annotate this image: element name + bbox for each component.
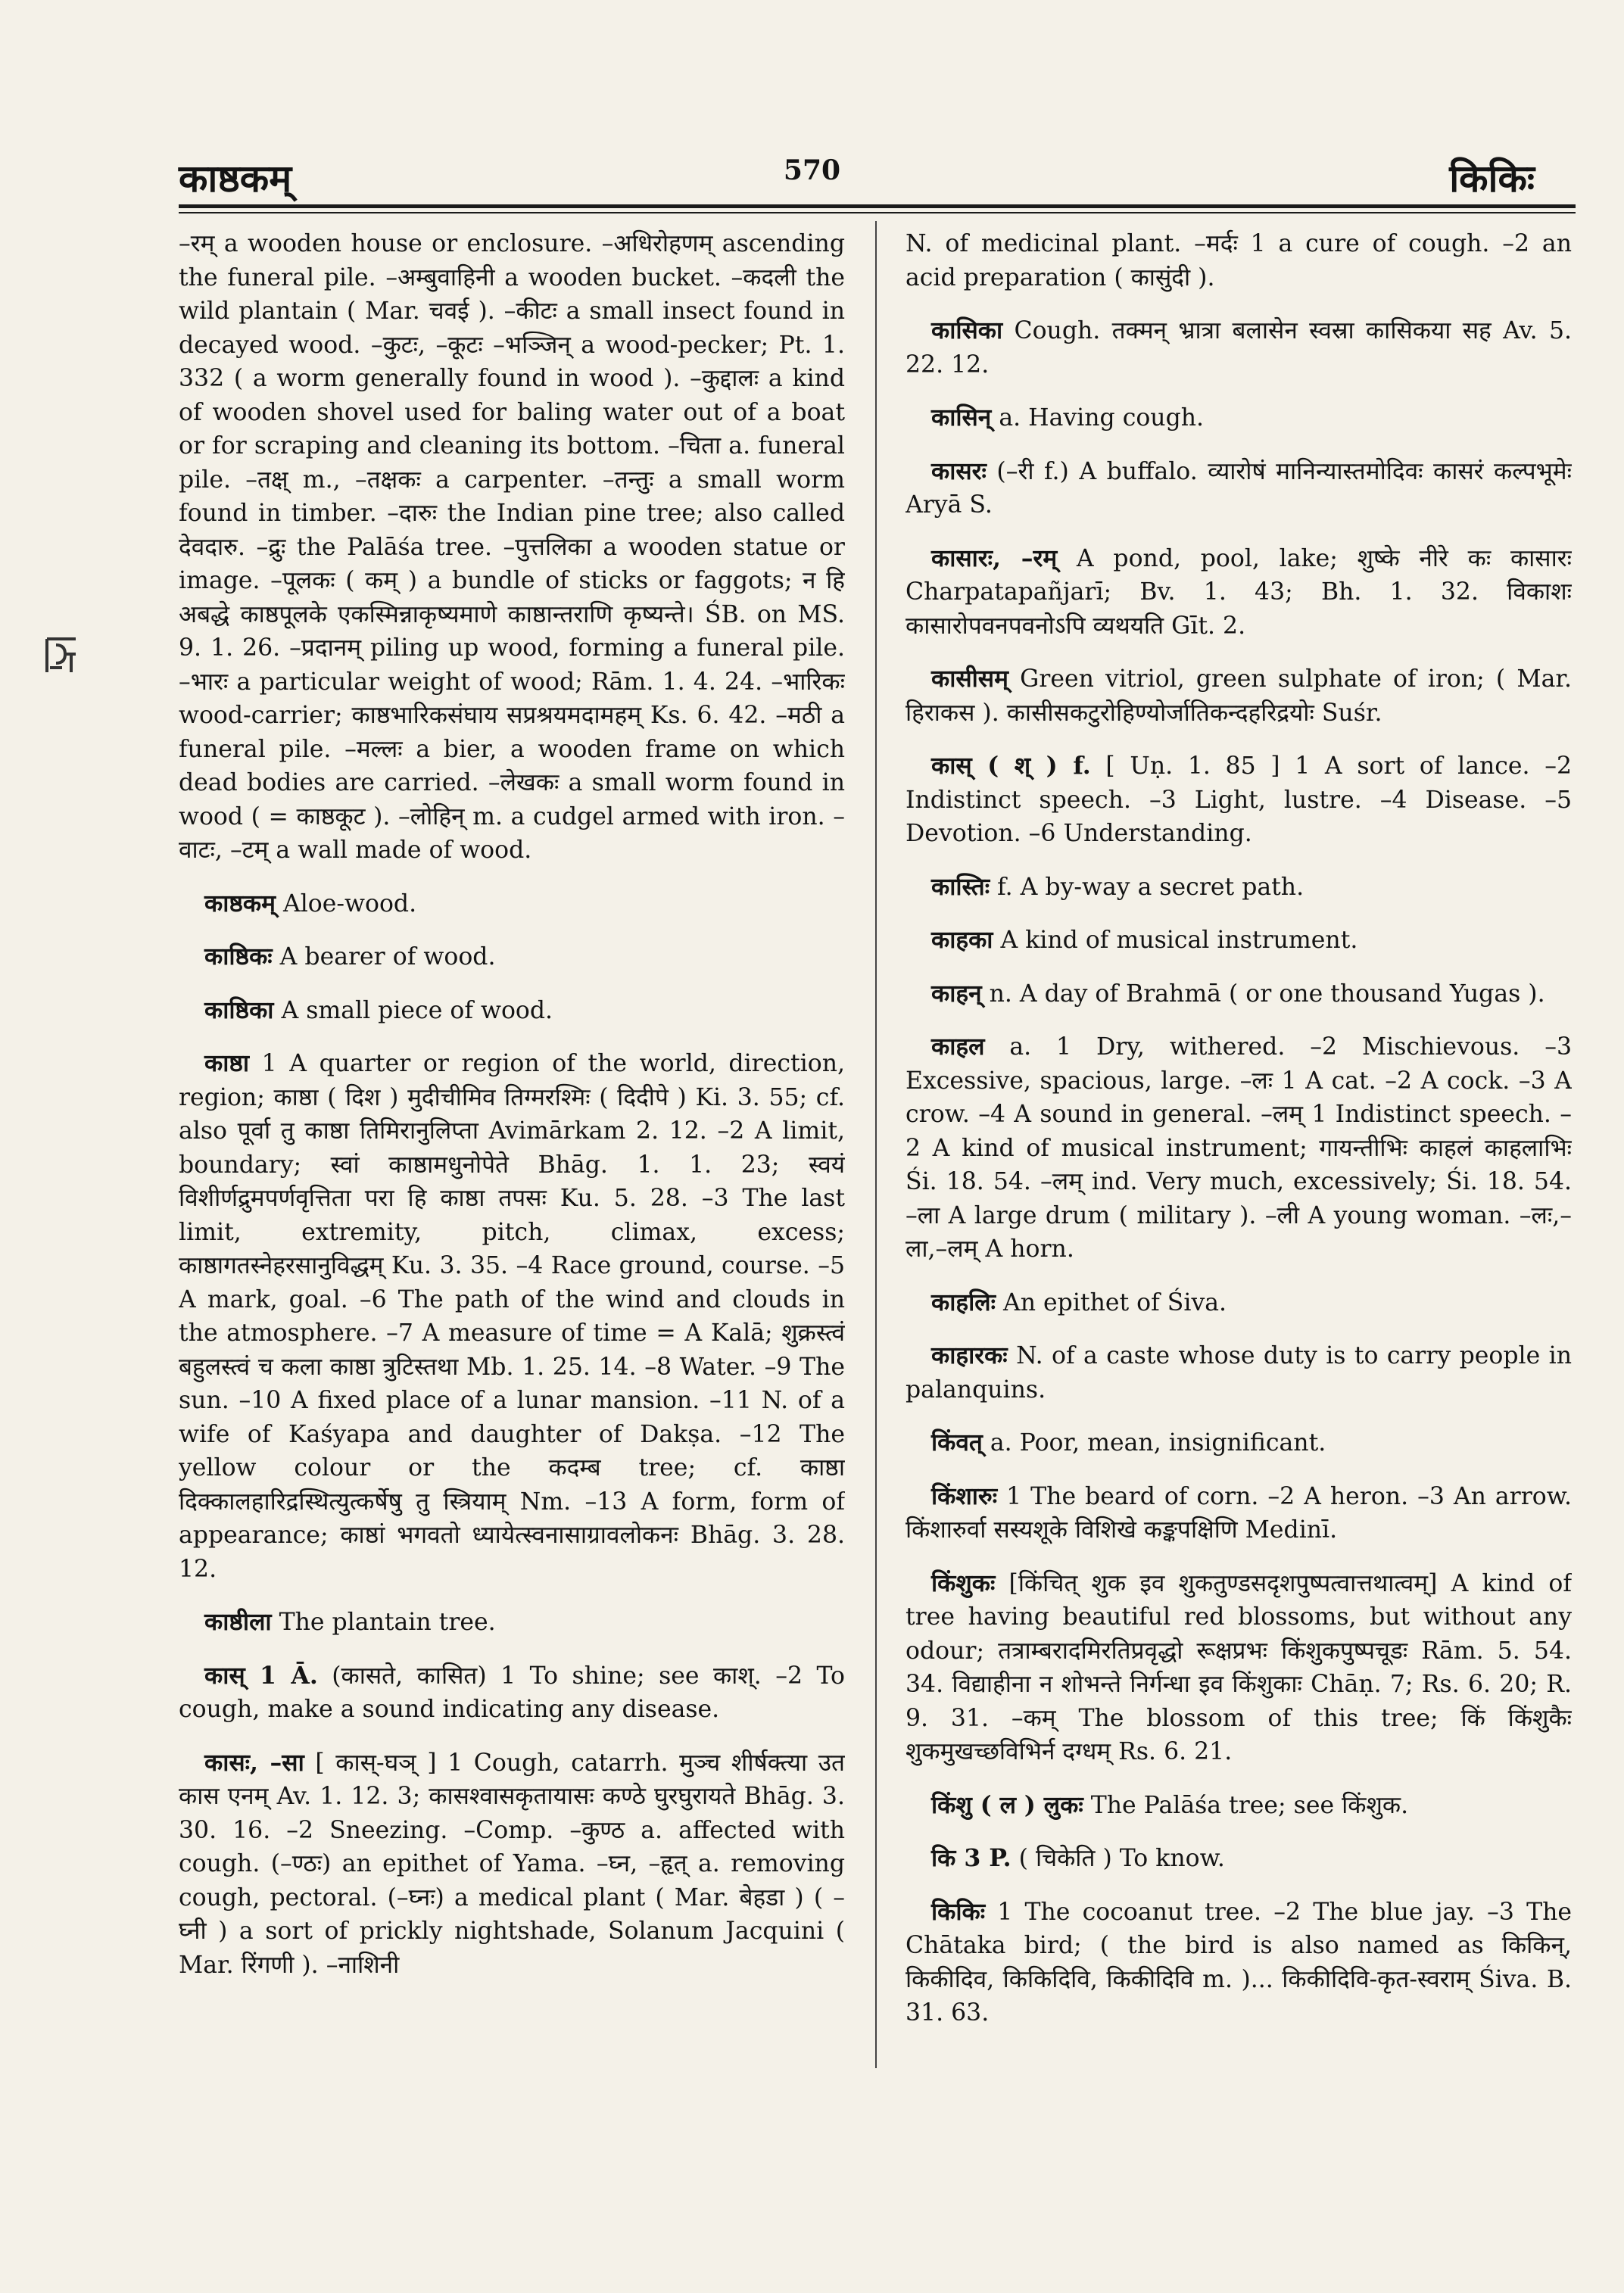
- page-number: 570: [783, 154, 841, 186]
- dictionary-entry: [179, 1659, 845, 1727]
- entry-definition: A pond, pool, lake; शुष्के नीरे कः कासारः Charpatapañjarī; Bv. 1. 43; Bh. 1. 32. विकाशः कासारोपवनपवनोऽपि व्यथयति Gīt. 2.: [906, 544, 1572, 640]
- entry-headword: कासरः: [931, 456, 987, 485]
- entry-definition: The Palāśa tree; see किंशुक.: [1090, 1791, 1409, 1819]
- entry-definition: f. A by-way a secret path.: [997, 873, 1304, 901]
- column-divider: [875, 221, 877, 2068]
- dictionary-entry: [906, 227, 1572, 294]
- entry-headword: किंशारुः: [931, 1481, 998, 1510]
- entry-headword: कासिका: [931, 316, 1003, 344]
- dictionary-entry: [179, 1746, 845, 1983]
- entry-headword: काहका: [931, 926, 993, 954]
- entry-headword: काहलिः: [931, 1288, 996, 1316]
- running-head-right: किकिः: [1449, 156, 1535, 201]
- entry-headword: काष्ठिकः: [204, 942, 273, 970]
- dictionary-entry: [906, 1426, 1572, 1460]
- dictionary-entry: [906, 924, 1572, 958]
- dictionary-entry: [179, 227, 845, 868]
- dictionary-entry: [906, 749, 1572, 851]
- dictionary-entry: [906, 871, 1572, 905]
- entry-headword: कासारः, –रम्: [931, 544, 1058, 572]
- entry-definition: A bearer of wood.: [279, 943, 496, 970]
- entry-definition: N. of a caste whose duty is to carry people in palanquins.: [906, 1342, 1572, 1404]
- entry-headword: कासः, –सा: [204, 1748, 304, 1777]
- entry-headword: कि 3 P.: [931, 1844, 1011, 1872]
- entry-headword: किंशुकः: [931, 1569, 996, 1597]
- entry-definition: Green vitriol, green sulphate of iron; ( Mar. हिराकस ). कासीसकटुरोहिण्योर्जातिकन्दहरिद्रयोः Suśr.: [906, 665, 1572, 727]
- entry-headword: काहन्: [931, 979, 982, 1008]
- dictionary-entry: [906, 1286, 1572, 1320]
- dictionary-entry: [179, 940, 845, 974]
- entry-headword: काष्ठा: [204, 1049, 250, 1077]
- header-rule-thin: [179, 212, 1576, 213]
- entry-definition: n. A day of Brahmā ( or one thousand Yugas ).: [989, 980, 1545, 1008]
- dictionary-entry: [906, 1896, 1572, 2030]
- dictionary-entry: [906, 1567, 1572, 1769]
- entry-definition: –रम् a wooden house or enclosure. –अधिरोहणम् ascending the funeral pile. –अम्बुवाहिनी a wooden bucket. –कदली the wild plantain ( Mar. चवई ). –कीटः a small insect found in decayed wood. –कुटः, –कूटः –भञ्जिन् a wood-pecker; Pt. 1. 332 ( a worm generally found in wood ). –कुद्दालः a kind of wooden shovel used for baling water out of a boat or for scraping and cleaning its bottom. –चिता a. funeral pile. –तक्ष् m., –तक्षकः a carpenter. –तन्तुः a small worm found in timber. –दारुः the Indian pine tree; also called देवदारु. –द्रुः the Palāśa tree. –पुत्तलिका a wooden statue or image. –पूलकः ( कम् ) a bundle of sticks or faggots; न हि अबद्धे काष्ठपूलके एकस्मिन्नाकृष्यमाणे काष्ठान्तराणि कृष्यन्ते। ŚB. on MS. 9. 1. 26. –प्रदानम् piling up wood, forming a funeral pile. –भारः a particular weight of wood; Rām. 1. 4. 24. –भारिकः wood-carrier; काष्ठभारिकसंघाय सप्रश्रयमदामहम् Ks. 6. 42. –मठी a funeral pile. –मल्लः a bier, a wooden frame on which dead bodies are carried. –लेखकः a small worm found in wood ( = काष्ठकूट ). –लोहिन् m. a cudgel armed with iron. –वाटः, –टम् a wall made of wood.: [179, 230, 845, 864]
- entry-definition: ( चिकेति ) To know.: [1018, 1845, 1225, 1872]
- right-column: [906, 227, 1572, 2074]
- dictionary-entry: [179, 994, 845, 1028]
- dictionary-entry: [906, 401, 1572, 435]
- entry-definition: The plantain tree.: [279, 1609, 496, 1636]
- dictionary-entry: [906, 1789, 1572, 1823]
- entry-definition: (कासते, कासित) 1 To shine; see काश्. –2 To cough, make a sound indicating any disease.: [179, 1662, 845, 1723]
- entry-headword: कास् ( श् ) f.: [931, 752, 1091, 780]
- entry-definition: Aloe-wood.: [282, 889, 417, 918]
- entry-headword: कासीसम्: [931, 665, 1008, 693]
- dictionary-entry: [179, 1047, 845, 1586]
- entry-definition: A small piece of wood.: [281, 996, 553, 1024]
- entry-headword: कास् 1 Ā.: [204, 1661, 318, 1690]
- entry-headword: किंशु ( ल ) लुकः: [931, 1790, 1083, 1819]
- entry-headword: किंवत्: [931, 1428, 983, 1456]
- entry-definition: Cough. तक्मन् भ्रात्रा बलासेन स्वस्रा कासिकया सह Av. 5. 22. 12.: [906, 317, 1572, 379]
- dictionary-entry: [906, 1030, 1572, 1266]
- running-head-left: काष्ठकम्: [179, 156, 292, 201]
- entry-headword: काहारकः: [931, 1341, 1008, 1369]
- margin-mark-icon: [42, 634, 80, 677]
- entry-definition: A kind of musical instrument.: [1000, 927, 1358, 954]
- entry-definition: 1 The beard of corn. –2 A heron. –3 An arrow. किंशारुर्वा सस्यशूके विशिखे कङ्कपक्षिणि Medinī.: [906, 1482, 1572, 1544]
- entry-definition: 1 A quarter or region of the world, direction, region; काष्ठा ( दिश ) मुदीचीमिव तिग्मरश्मिः ( दिदीपे ) Ki. 3. 55; cf. also पूर्वा तु काष्ठा तिमिरानुलिप्ता Avimārkam 2. 12. –2 A limit, boundary; स्वां काष्ठामधुनोपेते Bhāg. 1. 1. 23; स्वयं विशीर्णद्रुमपर्णवृत्तिता परा हि काष्ठा तपसः Ku. 5. 28. –3 The last limit, extremity, pitch, climax, excess; काष्ठागतस्नेहरसानुविद्धम् Ku. 3. 35. –4 Race ground, course. –5 A mark, goal. –6 The path of the wind and clouds in the atmosphere. –7 A measure of time = A Kalā; शुक्रस्त्वं बहुलस्त्वं च कला काष्ठा त्रुटिस्तथा Mb. 1. 25. 14. –8 Water. –9 The sun. –10 A fixed place of a lunar mansion. –11 N. of a wife of Kaśyapa and daughter of Dakṣa. –12 The yellow colour or the कदम्ब tree; cf. काष्ठा दिक्कालहारिद्रस्थित्युत्कर्षेषु तु स्त्रियाम् Nm. –13 A form, form of appearance; काष्ठां भगवतो ध्यायेत्स्वनासाग्रावलोकनः Bhāg. 3. 28. 12.: [179, 1050, 845, 1583]
- entry-definition: N. of medicinal plant. –मर्दः 1 a cure of cough. –2 an acid preparation ( कासुंदी ).: [906, 230, 1572, 291]
- entry-headword: काष्ठिका: [204, 995, 274, 1024]
- dictionary-entry: [906, 314, 1572, 382]
- entry-headword: कासिन्: [931, 403, 992, 431]
- left-column: [179, 227, 845, 2074]
- entry-definition: (–री f.) A buffalo. व्यारोषं मानिन्यास्तमोदिवः कासरं कल्पभूमेः Aryā S.: [906, 457, 1572, 519]
- entry-definition: [किंचित् शुक इव शुकतुण्डसदृशपुष्पत्वात्तथात्वम्] A kind of tree having beautiful red blossoms, but without any odour; तत्राम्बरादमिरतिप्रवृद्धो रूक्षप्रभः किंशुकपुष्पचूडः Rām. 5. 54. 34. विद्याहीना न शोभन्ते निर्गन्धा इव किंशुकाः Chāṇ. 7; Rs. 6. 20; R. 9. 31. –कम् The blossom of this tree; किं किंशुकैः शुकमुखच्छविभिर्न दग्धम् Rs. 6. 21.: [906, 1569, 1572, 1765]
- dictionary-entry: [179, 1606, 845, 1640]
- dictionary-entry: [906, 1339, 1572, 1407]
- entry-definition: 1 The cocoanut tree. –2 The blue jay. –3 The Chātaka bird; ( the bird is also named as किकिन्, किकीदिव, किकिदिवि, किकीदिवि m. )... किकीदिवि-कृत-स्वराम् Śiva. B. 31. 63.: [906, 1898, 1572, 2027]
- dictionary-entry: [906, 455, 1572, 522]
- dictionary-entry: [906, 977, 1572, 1011]
- dictionary-entry: [906, 1842, 1572, 1876]
- dictionary-entry: [906, 542, 1572, 643]
- entry-definition: [ कास्-घञ् ] 1 Cough, catarrh. मुञ्च शीर्षक्त्या उत कास एनम् Av. 1. 12. 3; कासश्वासकृतायासः कण्ठे घुरघुरायते Bhāg. 3. 30. 16. –2 Sneezing. –Comp. –कुण्ठ a. affected with cough. (–ण्ठः) an epithet of Yama. –घ्न, –हृत् a. removing cough, pectoral. (–घ्नः) a medical plant ( Mar. बेहडा ) ( –घ्नी ) a sort of prickly nightshade, Solanum Jacquini ( Mar. रिंगणी ). –नाशिनी: [179, 1749, 845, 1979]
- page-header: [0, 151, 1624, 212]
- entry-headword: किकिः: [931, 1897, 986, 1926]
- entry-headword: काष्ठीला: [204, 1608, 272, 1636]
- dictionary-entry: [179, 887, 845, 921]
- entry-headword: काहल: [931, 1033, 985, 1061]
- entry-definition: a. 1 Dry, withered. –2 Mischievous. –3 Excessive, spacious, large. –लः 1 A cat. –2 A cock. –3 A crow. –4 A sound in general. –लम् 1 Indistinct speech. –2 A kind of musical instrument; गायन्तीभिः काहलं काहलाभिः Śi. 18. 54. –लम् ind. Very much, excessively; Śi. 18. 54. –ला A large drum ( military ). –ली A young woman. –लः,–ला,–लम् A horn.: [906, 1033, 1572, 1263]
- entry-definition: a. Poor, mean, insignificant.: [990, 1429, 1326, 1456]
- dictionary-entry: [906, 662, 1572, 730]
- entry-headword: कास्तिः: [931, 872, 990, 901]
- entry-definition: a. Having cough.: [999, 404, 1205, 431]
- entry-definition: An epithet of Śiva.: [1002, 1288, 1227, 1316]
- entry-headword: काष्ठकम्: [204, 889, 276, 918]
- entry-definition: [ Uṇ. 1. 85 ] 1 A sort of lance. –2 Indistinct speech. –3 Light, lustre. –4 Disease. –5 Devotion. –6 Understanding.: [906, 752, 1572, 847]
- header-rule-thick: [179, 204, 1576, 208]
- dictionary-entry: [906, 1480, 1572, 1547]
